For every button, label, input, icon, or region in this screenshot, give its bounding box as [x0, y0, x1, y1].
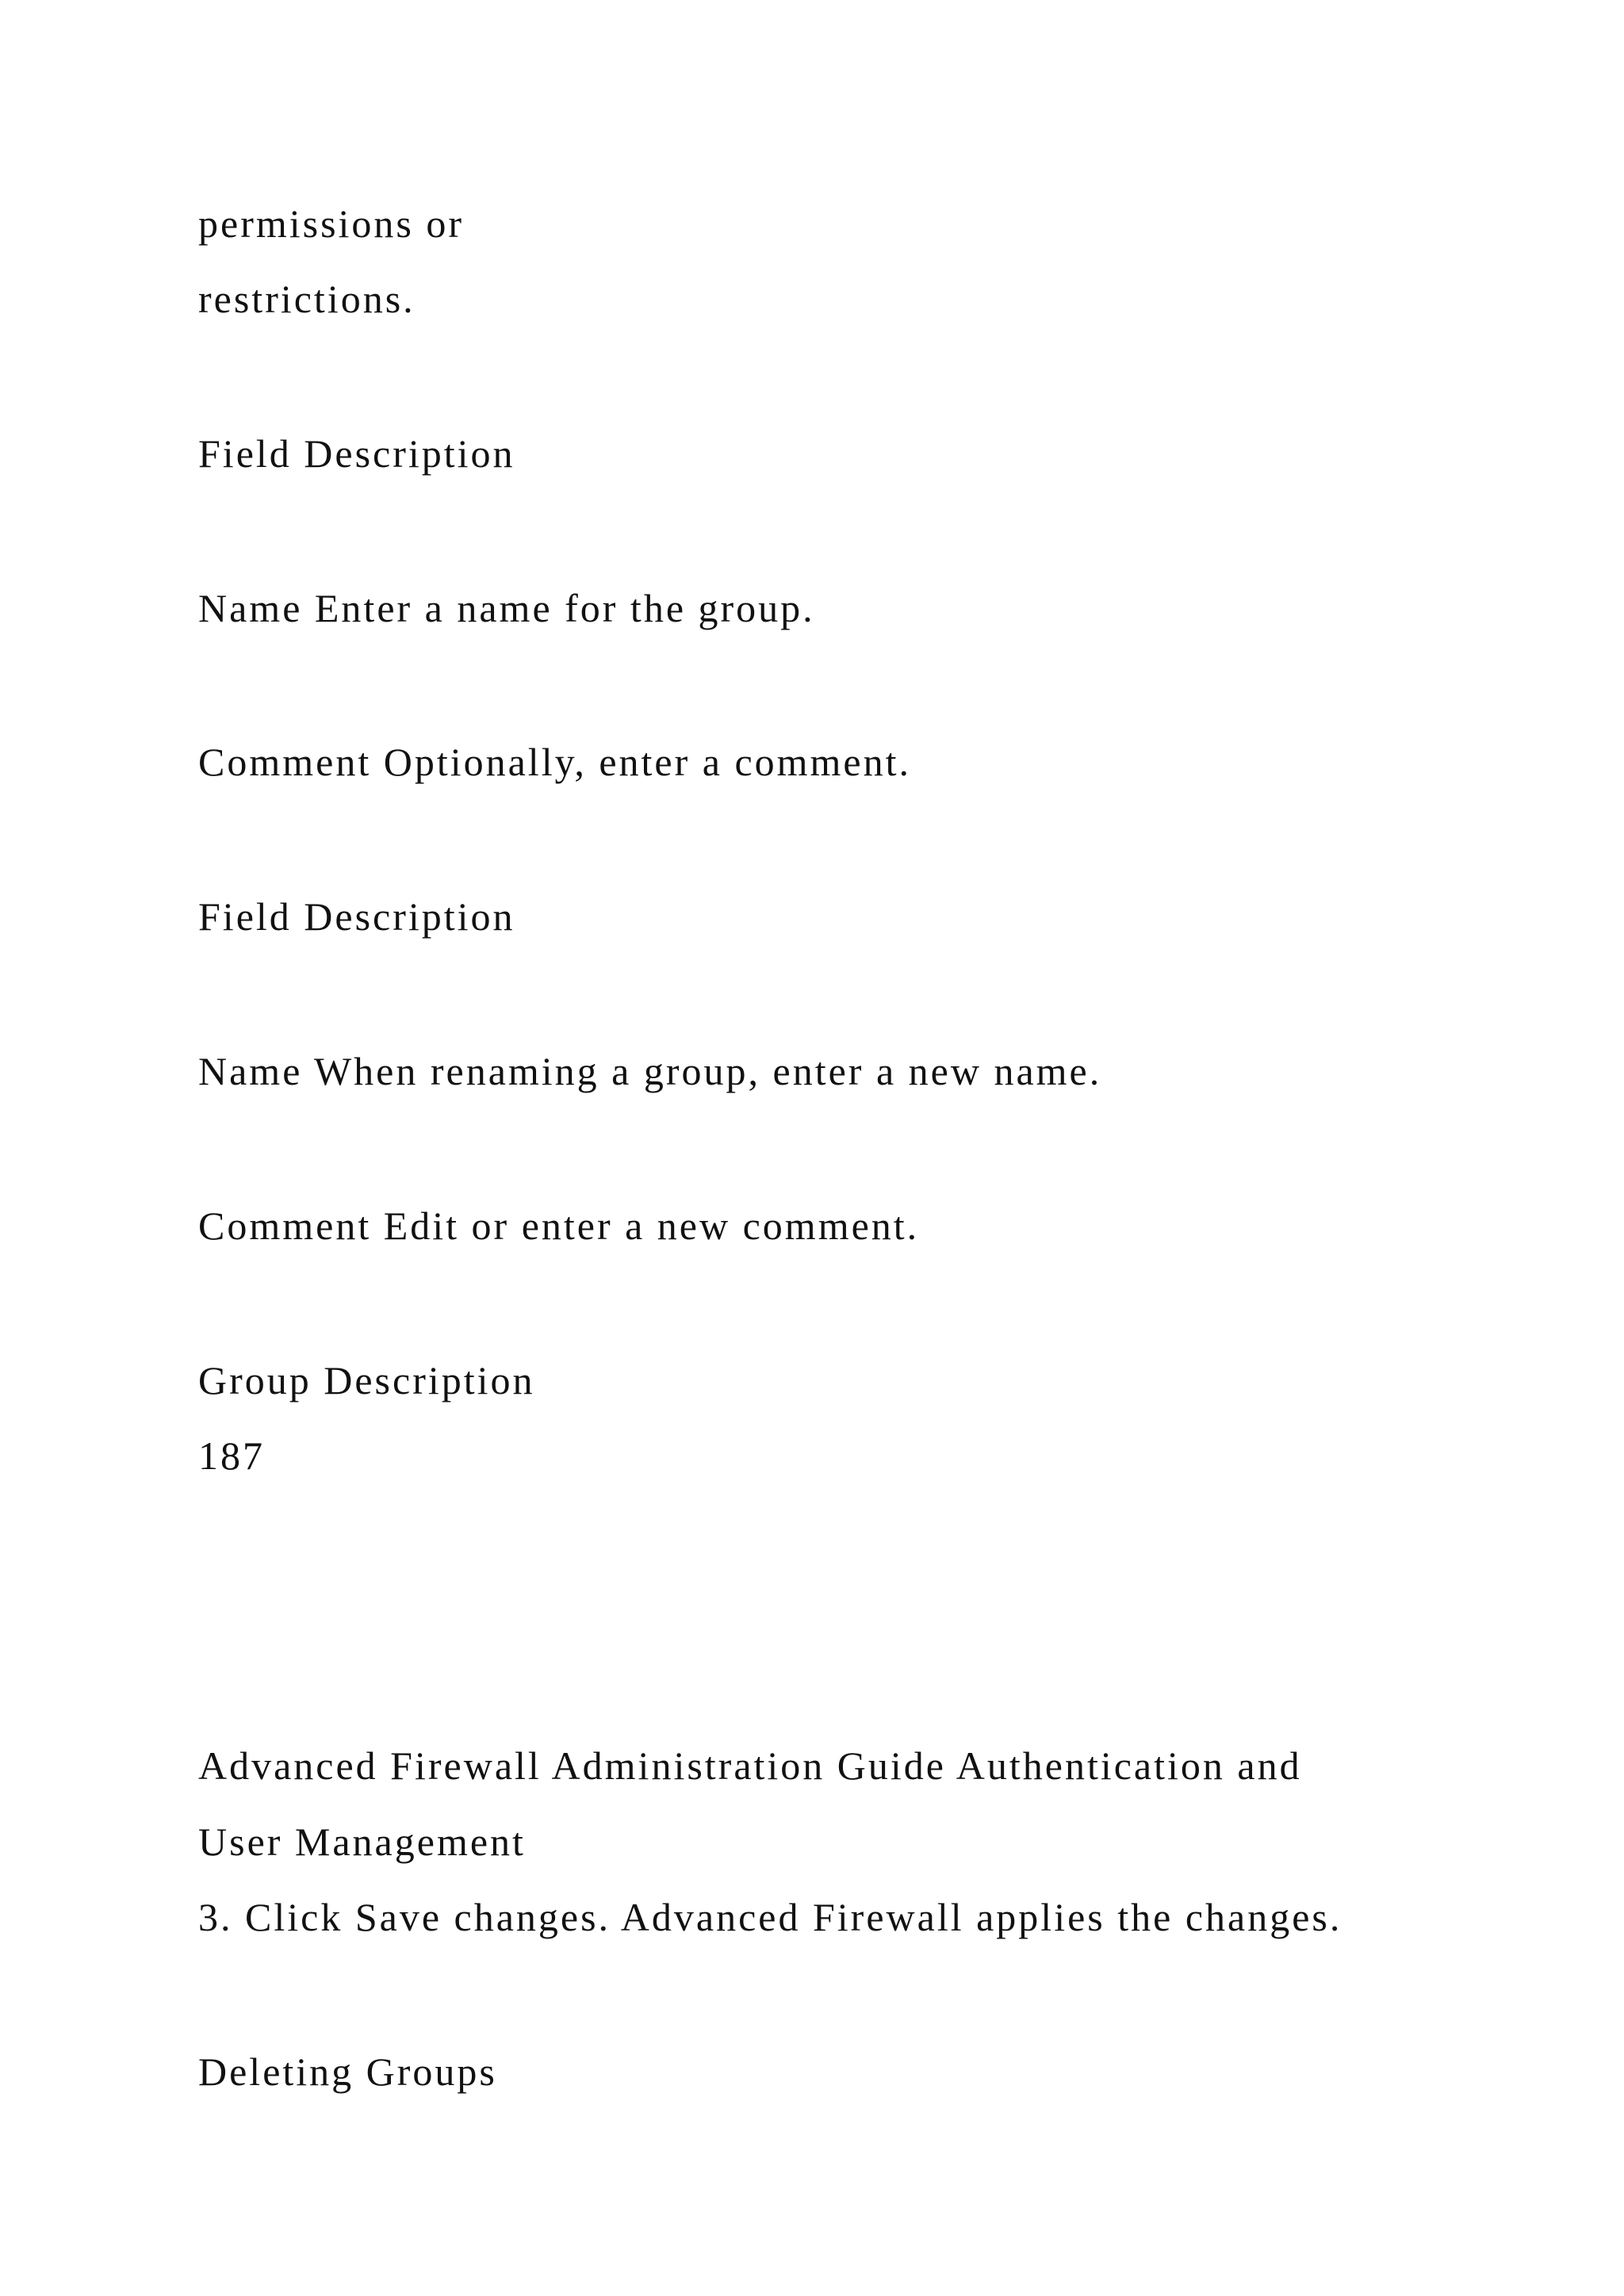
table-row-name-1: Name Enter a name for the group. — [198, 586, 815, 630]
table-row-comment-2: Comment Edit or enter a new comment. — [198, 1203, 920, 1248]
section-heading-deleting-groups: Deleting Groups — [198, 2049, 497, 2094]
table-header-2: Field Description — [198, 894, 515, 939]
running-header-line-1: Advanced Firewall Administration Guide Authentication and — [198, 1743, 1302, 1788]
table-header-1: Field Description — [198, 431, 515, 476]
table-caption: Group Description — [198, 1358, 535, 1402]
table-row-name-2: Name When renaming a group, enter a new name. — [198, 1049, 1102, 1093]
running-header-line-2: User Management — [198, 1820, 526, 1864]
step-3-text: 3. Click Save changes. Advanced Firewall applies the changes. — [198, 1895, 1342, 1939]
table-row-comment-1: Comment Optionally, enter a comment. — [198, 740, 912, 784]
page-number: 187 — [198, 1433, 265, 1478]
text-line-permissions: permissions or — [198, 201, 465, 246]
text-line-restrictions: restrictions. — [198, 277, 416, 321]
